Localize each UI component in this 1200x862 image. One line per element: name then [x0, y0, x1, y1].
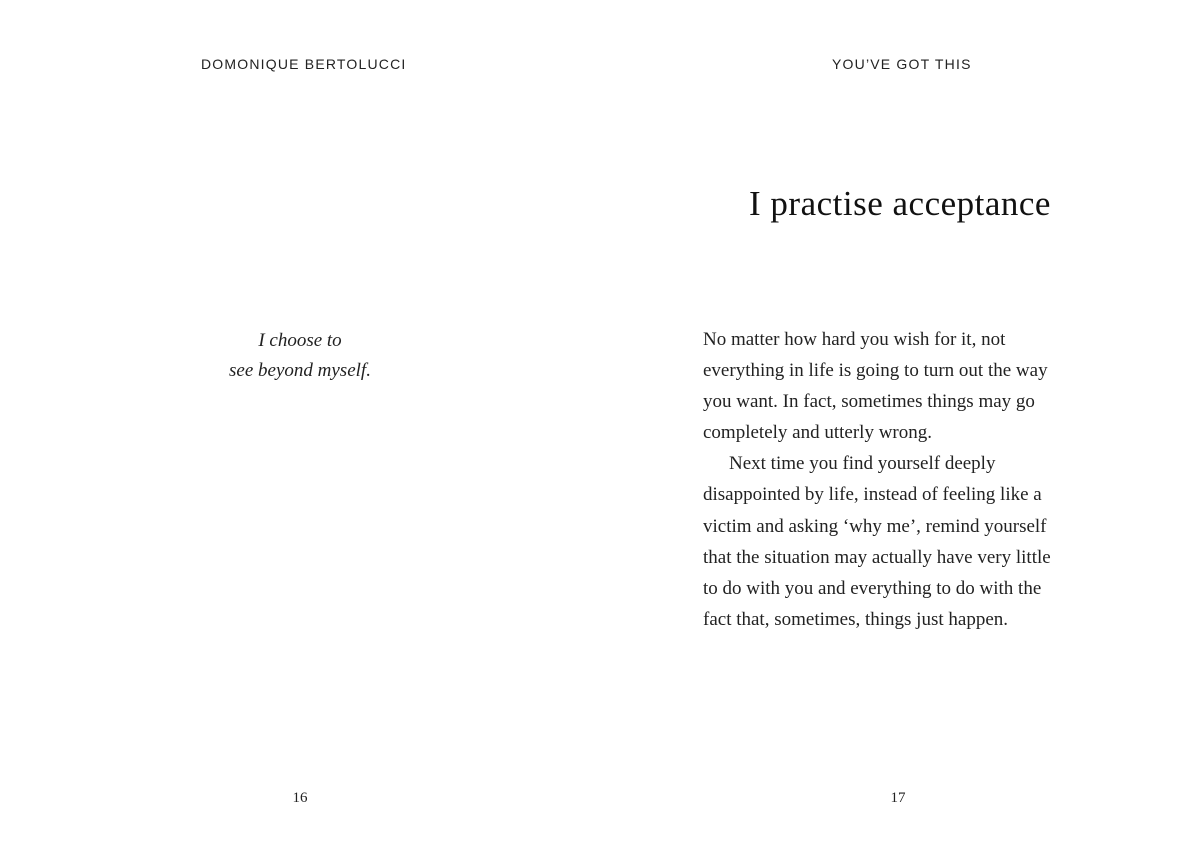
- running-head-author: DOMONIQUE BERTOLUCCI: [201, 56, 407, 72]
- body-line: victim and asking ‘why me’, remind yourself: [703, 515, 1047, 537]
- body-line: you want. In fact, sometimes things may go: [703, 391, 1035, 413]
- chapter-title: I practise acceptance: [749, 184, 1051, 223]
- body-line: that the situation may actually have very little: [703, 546, 1051, 568]
- page-number: 17: [890, 790, 906, 806]
- body-line: completely and utterly wrong.: [703, 422, 932, 444]
- body-line: fact that, sometimes, things just happen.: [703, 608, 1009, 630]
- body-line-paragraph-start: Next time you find yourself deeply: [729, 453, 996, 475]
- pull-quote: [0, 326, 600, 386]
- body-line: everything in life is going to turn out the way: [703, 360, 1048, 382]
- body-line: to do with you and everything to do with the: [703, 577, 1042, 599]
- running-head-book-title: YOU’VE GOT THIS: [832, 56, 972, 72]
- body-line: disappointed by life, instead of feeling like a: [703, 484, 1042, 506]
- quote-line: see beyond myself.: [229, 360, 371, 381]
- page-number: 16: [292, 790, 308, 806]
- body-text: [703, 324, 1098, 635]
- body-line: No matter how hard you wish for it, not: [703, 329, 1006, 350]
- right-page: [600, 0, 1200, 862]
- quote-line: I choose to: [258, 330, 342, 351]
